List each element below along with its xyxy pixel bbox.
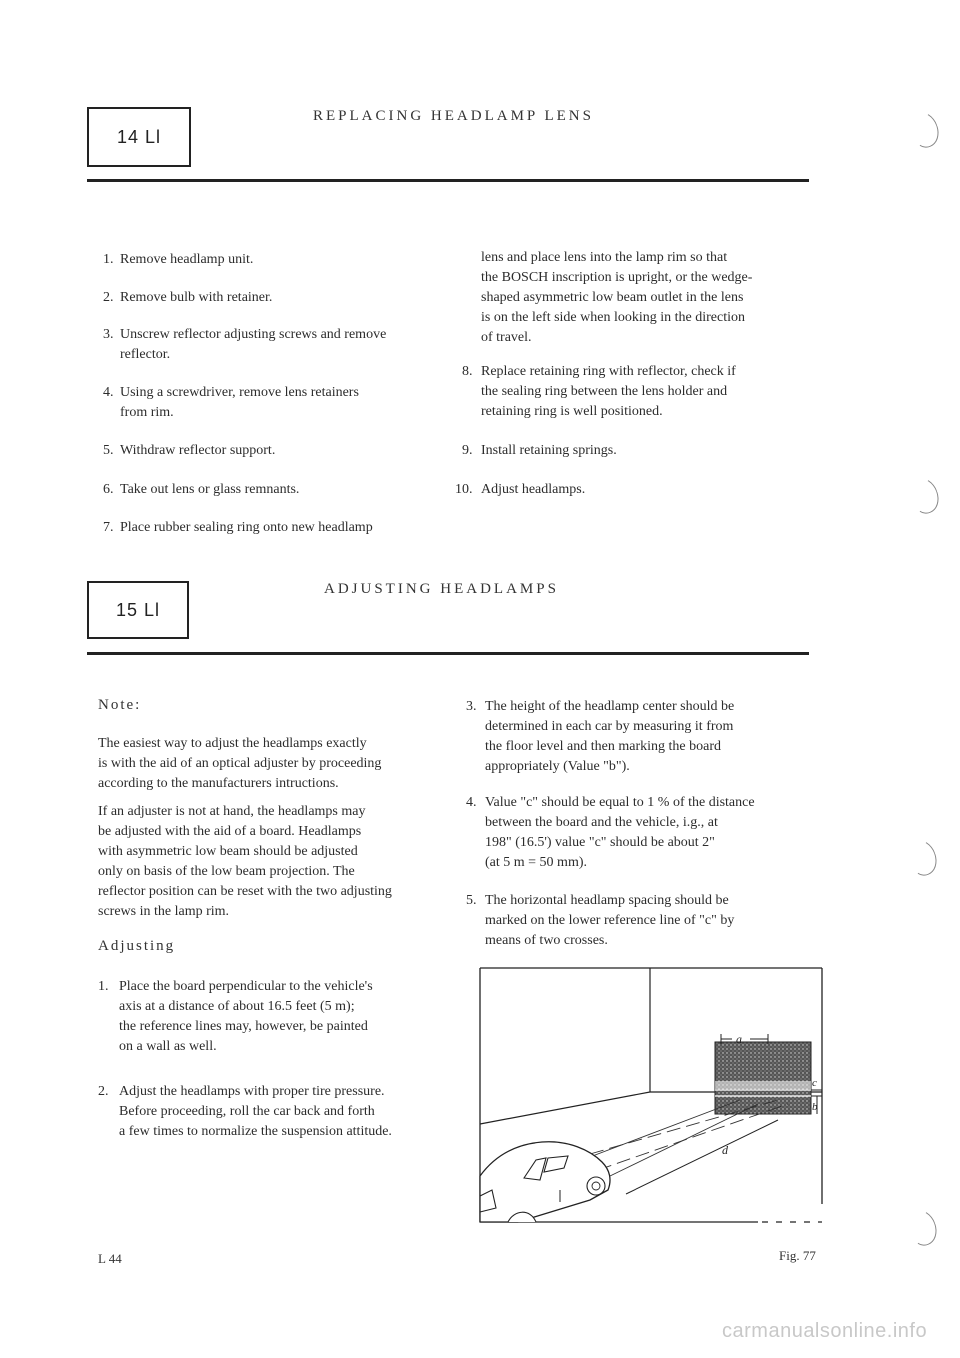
dimension-label-c: c [812, 1077, 817, 1089]
punch-hole [905, 474, 944, 517]
continuation-text: lens and place lens into the lamp rim so that the BOSCH inscription is upright, or the wedge- shaped asymmetric low beam outlet in the lens is on the left side when looking in the direction of travel. [481, 250, 753, 345]
dimension-label-b: b [812, 1101, 818, 1113]
punch-hole [905, 108, 944, 151]
punch-hole [903, 836, 942, 879]
note-paragraph: If an adjuster is not at hand, the headlamps may be adjusted with the aid of a board. Headlamps with asymmetric low beam should be adjusted only on basis of the low beam projection. The reflector position can be reset with the two adjusting screws in the lamp rim. [98, 804, 392, 919]
watermark: carmanualsonline.info [722, 1320, 928, 1342]
section-label-box [87, 107, 191, 167]
page-number: L 44 [98, 1251, 122, 1266]
section-title: REPLACING HEADLAMP LENS [313, 108, 594, 124]
section-label: 14 Ll [116, 126, 162, 147]
dimension-label-a: a [736, 1032, 742, 1046]
note-paragraph: The easiest way to adjust the headlamps exactly is with the aid of an optical adjuster by proceeding according to the manufacturers intructions. [98, 736, 382, 791]
figure-caption: Fig. 77 [779, 1248, 816, 1263]
adjusting-heading: Adjusting [98, 938, 176, 954]
dimension-label-d: d [722, 1143, 728, 1157]
section-label: 15 Ll [115, 599, 161, 620]
note-heading: Note: [98, 697, 142, 713]
punch-hole [903, 1206, 942, 1249]
section-label-box [87, 581, 189, 639]
section-rule [87, 652, 809, 655]
section-title: ADJUSTING HEADLAMPS [324, 581, 559, 597]
section-rule [87, 179, 809, 182]
headlamp-adjustment-figure [478, 964, 830, 1226]
